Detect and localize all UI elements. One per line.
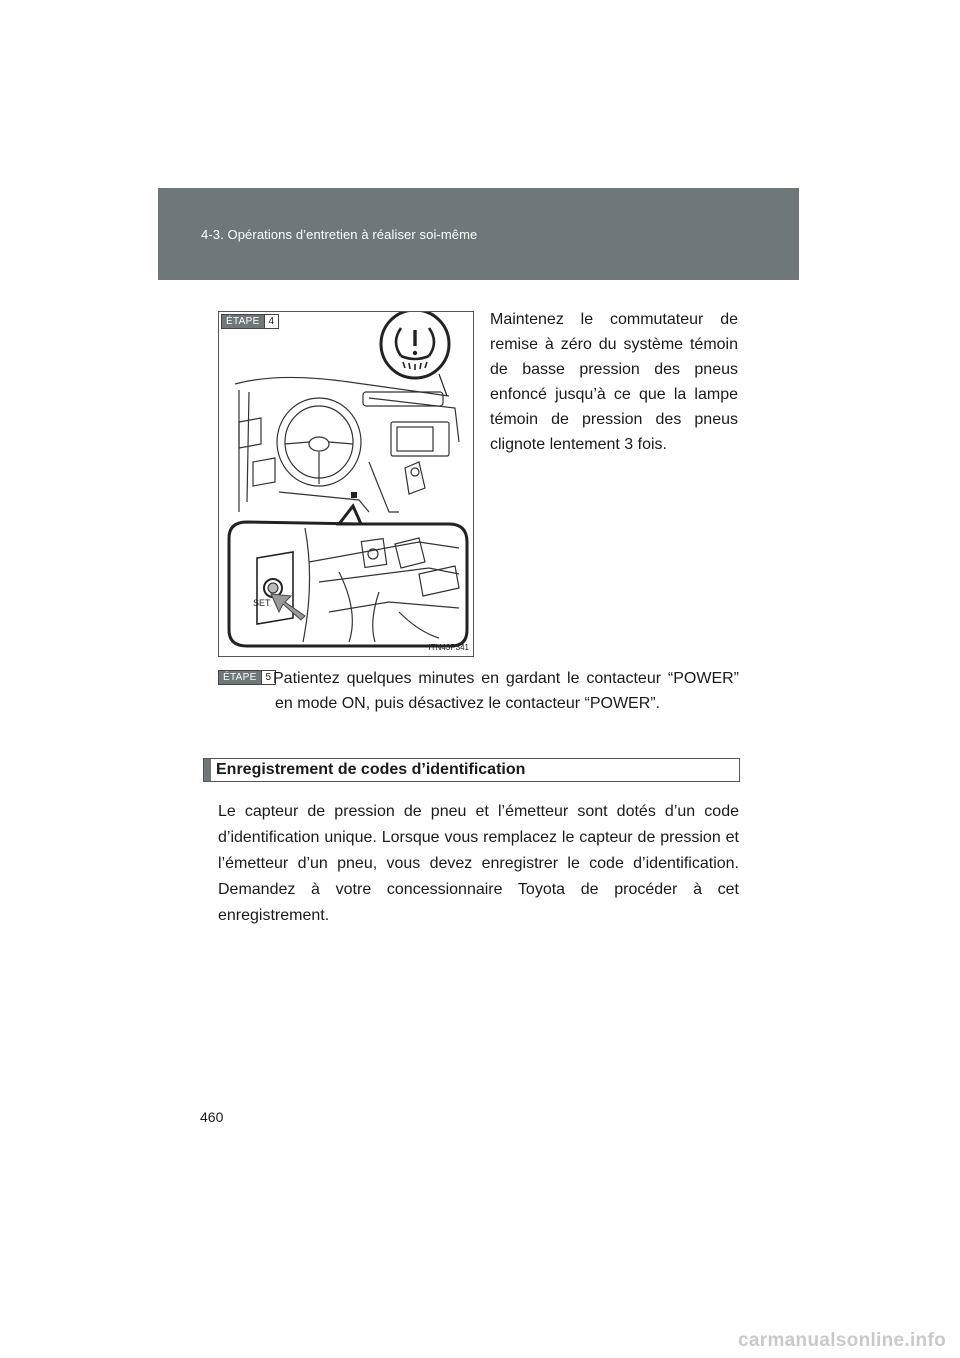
step-5-text: Patientez quelques minutes en gardant le contacteur “POWER” en mode ON, puis désactivez le contacteur “POWER”.: [273, 670, 739, 712]
step-badge-4: ÉTAPE 4: [221, 314, 279, 329]
section-breadcrumb: 4-3. Opérations d’entretien à réaliser soi-même: [201, 227, 478, 242]
dashboard-drawing: [219, 312, 473, 656]
illustration-dashboard: [218, 311, 474, 657]
section-body: Le capteur de pression de pneu et l’émetteur sont dotés d’un code d’identification unique. Lorsque vous remplacez le capteur de pression et l’émetteur d’un pneu, vous devez enregistrer le code d’identification. Demandez à votre concessionnaire Toyota de procéder à cet enregistrement.: [218, 803, 739, 924]
step-badge-5: ÉTAPE 5: [218, 670, 276, 685]
step-4-text: Maintenez le commutateur de remise à zéro du système témoin de basse pression des pneus enfoncé jusqu’à ce que la lampe témoin de pression des pneus clignote lentement 3 fois.: [490, 311, 738, 453]
watermark: carmanualsonline.info: [738, 1330, 946, 1351]
section-title: Enregistrement de codes d’identification: [216, 761, 526, 778]
set-button-label: SET: [253, 598, 271, 608]
section-heading-bar: [204, 759, 211, 781]
section-heading: [203, 758, 740, 782]
page-number: 460: [200, 1109, 224, 1125]
figure-code: ITN43P341: [428, 643, 469, 652]
